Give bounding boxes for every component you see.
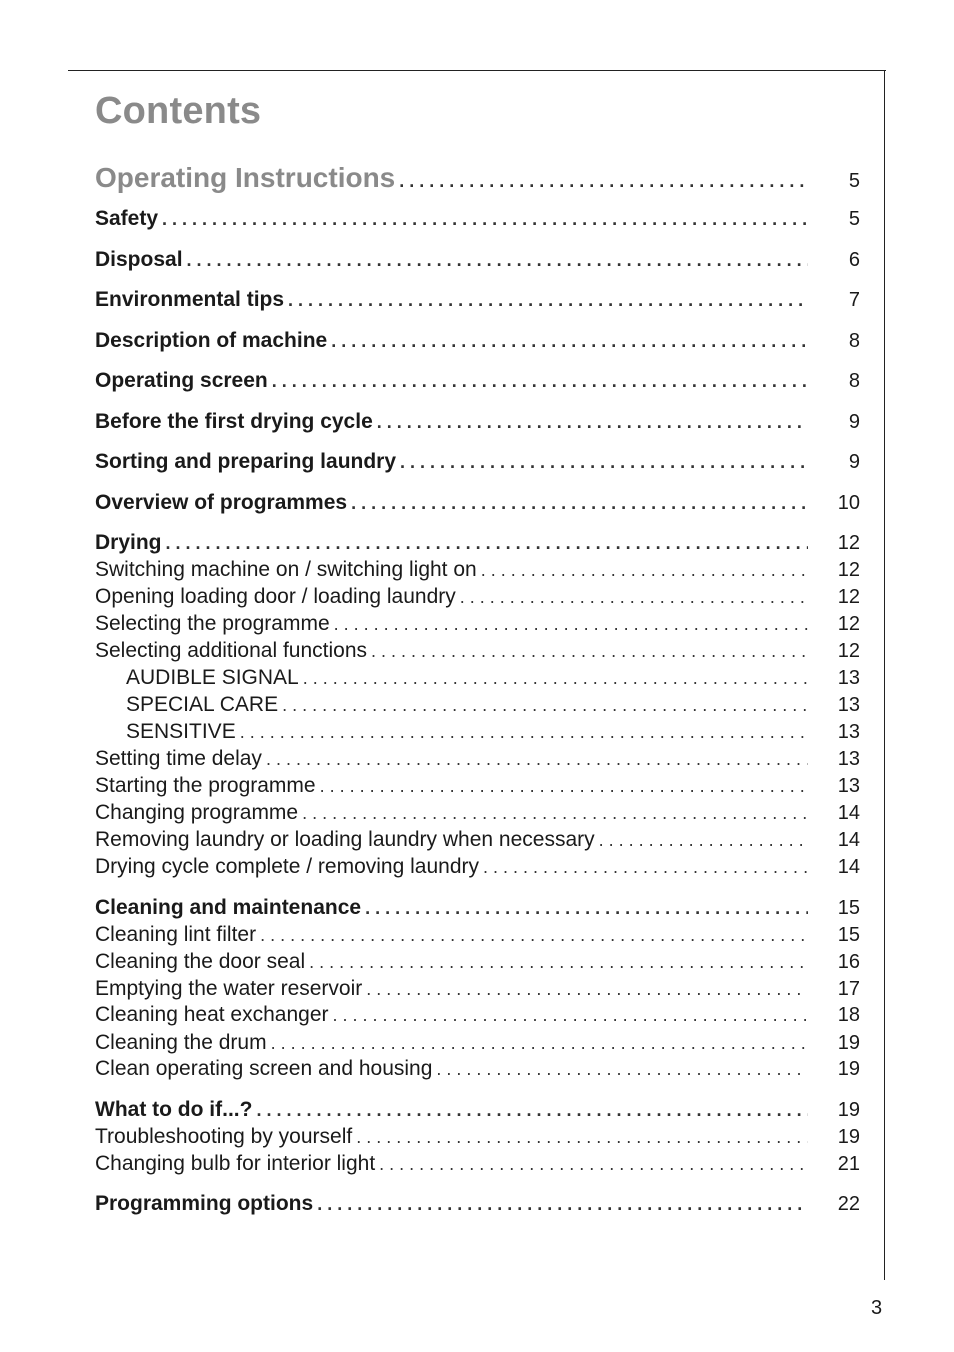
toc-entry-page: 19 xyxy=(837,1126,860,1148)
toc-entry xyxy=(95,329,860,357)
toc-entry-label: SENSITIVE xyxy=(126,720,236,743)
dot-leader xyxy=(288,290,808,311)
dot-leader xyxy=(365,898,808,919)
toc-entry xyxy=(95,774,860,802)
toc-entry xyxy=(95,1003,860,1031)
toc-entry xyxy=(95,585,860,613)
toc-entry-page: 18 xyxy=(837,1004,860,1026)
toc-entry-label: Drying xyxy=(95,531,162,554)
toc-entry-label: Clean operating screen and housing xyxy=(95,1057,433,1080)
dot-leader xyxy=(331,331,808,352)
dot-leader xyxy=(356,1127,808,1148)
dot-leader xyxy=(377,412,808,433)
toc-entry-label: Emptying the water reservoir xyxy=(95,977,363,1000)
toc-entry-page: 13 xyxy=(837,721,860,743)
dot-leader xyxy=(303,668,808,689)
toc-entry-label: Removing laundry or loading laundry when necessary xyxy=(95,828,595,851)
toc-entry xyxy=(95,1031,860,1059)
dot-leader xyxy=(302,803,808,824)
toc-entry-label: Safety xyxy=(95,207,159,230)
toc-entry xyxy=(95,531,860,559)
toc-entry-label: Overview of programmes xyxy=(95,491,348,514)
dot-leader xyxy=(483,857,808,878)
toc-entry xyxy=(95,923,860,951)
toc-entry-page: 7 xyxy=(848,289,860,311)
toc-entry-page: 15 xyxy=(837,924,860,946)
toc-entry-label: Troubleshooting by yourself xyxy=(95,1125,353,1148)
toc-entry-label: Selecting the programme xyxy=(95,612,330,635)
toc-entry-page: 19 xyxy=(837,1032,860,1054)
toc-entry-page: 10 xyxy=(837,492,860,514)
toc-entry-page: 12 xyxy=(837,532,860,554)
toc-entry-label: Drying cycle complete / removing laundry xyxy=(95,855,479,878)
dot-leader xyxy=(481,560,808,581)
dot-leader xyxy=(379,1154,808,1175)
dot-leader xyxy=(166,533,808,554)
toc-entry xyxy=(95,1125,860,1153)
toc-entry-page: 8 xyxy=(848,370,860,392)
toc-entry xyxy=(95,288,860,316)
dot-leader xyxy=(309,952,808,973)
toc-entry-page: 19 xyxy=(837,1099,860,1121)
toc-entry xyxy=(95,639,860,667)
toc-entry-label: Switching machine on / switching light on xyxy=(95,558,477,581)
toc-entry xyxy=(95,747,860,775)
toc-entry-page: 12 xyxy=(837,586,860,608)
page-number: 3 xyxy=(871,1297,883,1319)
dot-leader xyxy=(240,722,808,743)
toc-entry xyxy=(95,558,860,586)
dot-leader xyxy=(266,749,808,770)
toc-entry xyxy=(95,828,860,856)
toc-entry-label: Environmental tips xyxy=(95,288,285,311)
toc-entry xyxy=(95,1098,860,1126)
toc-entry xyxy=(95,450,860,478)
dot-leader xyxy=(320,776,808,797)
toc-entry-page: 5 xyxy=(848,170,860,192)
toc-entry-label: Description of machine xyxy=(95,329,328,352)
toc-entry-page: 14 xyxy=(837,802,860,824)
dot-leader xyxy=(351,493,808,514)
toc-entry xyxy=(95,950,860,978)
toc-entry-page: 8 xyxy=(848,330,860,352)
dot-leader xyxy=(282,695,808,716)
toc-entry-page: 13 xyxy=(837,667,860,689)
dot-leader xyxy=(256,1100,808,1121)
toc-entry-label: Operating Instructions xyxy=(95,162,396,193)
toc-entry-label: What to do if...? xyxy=(95,1098,253,1121)
toc-entry xyxy=(95,410,860,438)
toc-entry-label: Opening loading door / loading laundry xyxy=(95,585,456,608)
toc-entry xyxy=(95,162,860,198)
toc-entry-label: Operating screen xyxy=(95,369,268,392)
toc-entry-label: Disposal xyxy=(95,248,183,271)
toc-entry-label: Cleaning the drum xyxy=(95,1031,267,1054)
toc-entry-label: SPECIAL CARE xyxy=(126,693,279,716)
dot-leader xyxy=(260,925,808,946)
dot-leader xyxy=(271,1033,808,1054)
toc-entry xyxy=(95,1192,860,1220)
toc-entry-page: 12 xyxy=(837,613,860,635)
toc-entry-page: 17 xyxy=(837,978,860,1000)
dot-leader xyxy=(399,171,808,192)
toc-entry-page: 13 xyxy=(837,748,860,770)
toc-entry xyxy=(95,977,860,1005)
toc-entry-label: Starting the programme xyxy=(95,774,316,797)
toc-entry xyxy=(95,855,860,883)
top-rule xyxy=(68,70,886,71)
toc-entry-page: 19 xyxy=(837,1058,860,1080)
dot-leader xyxy=(333,1005,808,1026)
toc-entry xyxy=(95,666,860,694)
toc-entry-page: 22 xyxy=(837,1193,860,1215)
toc-entry-label: Selecting additional functions xyxy=(95,639,368,662)
toc-entry-page: 6 xyxy=(848,249,860,271)
toc-entry-page: 5 xyxy=(848,208,860,230)
dot-leader xyxy=(366,979,808,1000)
toc-entry-page: 9 xyxy=(848,451,860,473)
toc-entry-page: 13 xyxy=(837,694,860,716)
toc-entry-label: Cleaning and maintenance xyxy=(95,896,362,919)
toc-entry xyxy=(95,248,860,276)
dot-leader xyxy=(272,371,808,392)
toc-entry xyxy=(95,1152,860,1180)
toc-entry-label: Programming options xyxy=(95,1192,314,1215)
toc-entry-label: Cleaning heat exchanger xyxy=(95,1003,329,1026)
toc-entry-page: 14 xyxy=(837,829,860,851)
toc-entry-label: Changing programme xyxy=(95,801,299,824)
toc-entry xyxy=(95,720,860,748)
toc-entry-page: 13 xyxy=(837,775,860,797)
toc-entry-label: AUDIBLE SIGNAL xyxy=(126,666,299,689)
toc-entry-page: 9 xyxy=(848,411,860,433)
toc-entry xyxy=(95,369,860,397)
dot-leader xyxy=(187,250,808,271)
dot-leader xyxy=(371,641,808,662)
dot-leader xyxy=(400,452,808,473)
toc-entry xyxy=(95,801,860,829)
toc-entry-label: Setting time delay xyxy=(95,747,262,770)
dot-leader xyxy=(334,614,808,635)
toc-entry-page: 16 xyxy=(837,951,860,973)
toc-entry xyxy=(95,207,860,235)
dot-leader xyxy=(162,209,808,230)
toc-entry-page: 12 xyxy=(837,559,860,581)
toc-entry xyxy=(95,491,860,519)
toc-entry-page: 14 xyxy=(837,856,860,878)
dot-leader xyxy=(436,1059,808,1080)
page-title: Contents xyxy=(95,90,262,132)
toc-entry xyxy=(95,1057,860,1085)
toc-entry xyxy=(95,693,860,721)
toc-entry-label: Changing bulb for interior light xyxy=(95,1152,376,1175)
dot-leader xyxy=(599,830,808,851)
toc-entry-label: Cleaning lint filter xyxy=(95,923,257,946)
toc-entry-label: Sorting and preparing laundry xyxy=(95,450,397,473)
toc-entry xyxy=(95,612,860,640)
toc-entry-label: Cleaning the door seal xyxy=(95,950,306,973)
toc-entry-page: 12 xyxy=(837,640,860,662)
dot-leader xyxy=(460,587,808,608)
toc-entry-label: Before the first drying cycle xyxy=(95,410,373,433)
toc-entry xyxy=(95,896,860,924)
dot-leader xyxy=(317,1194,808,1215)
right-margin-rule xyxy=(884,70,885,1280)
toc-entry-page: 21 xyxy=(837,1153,860,1175)
toc-entry-page: 15 xyxy=(837,897,860,919)
